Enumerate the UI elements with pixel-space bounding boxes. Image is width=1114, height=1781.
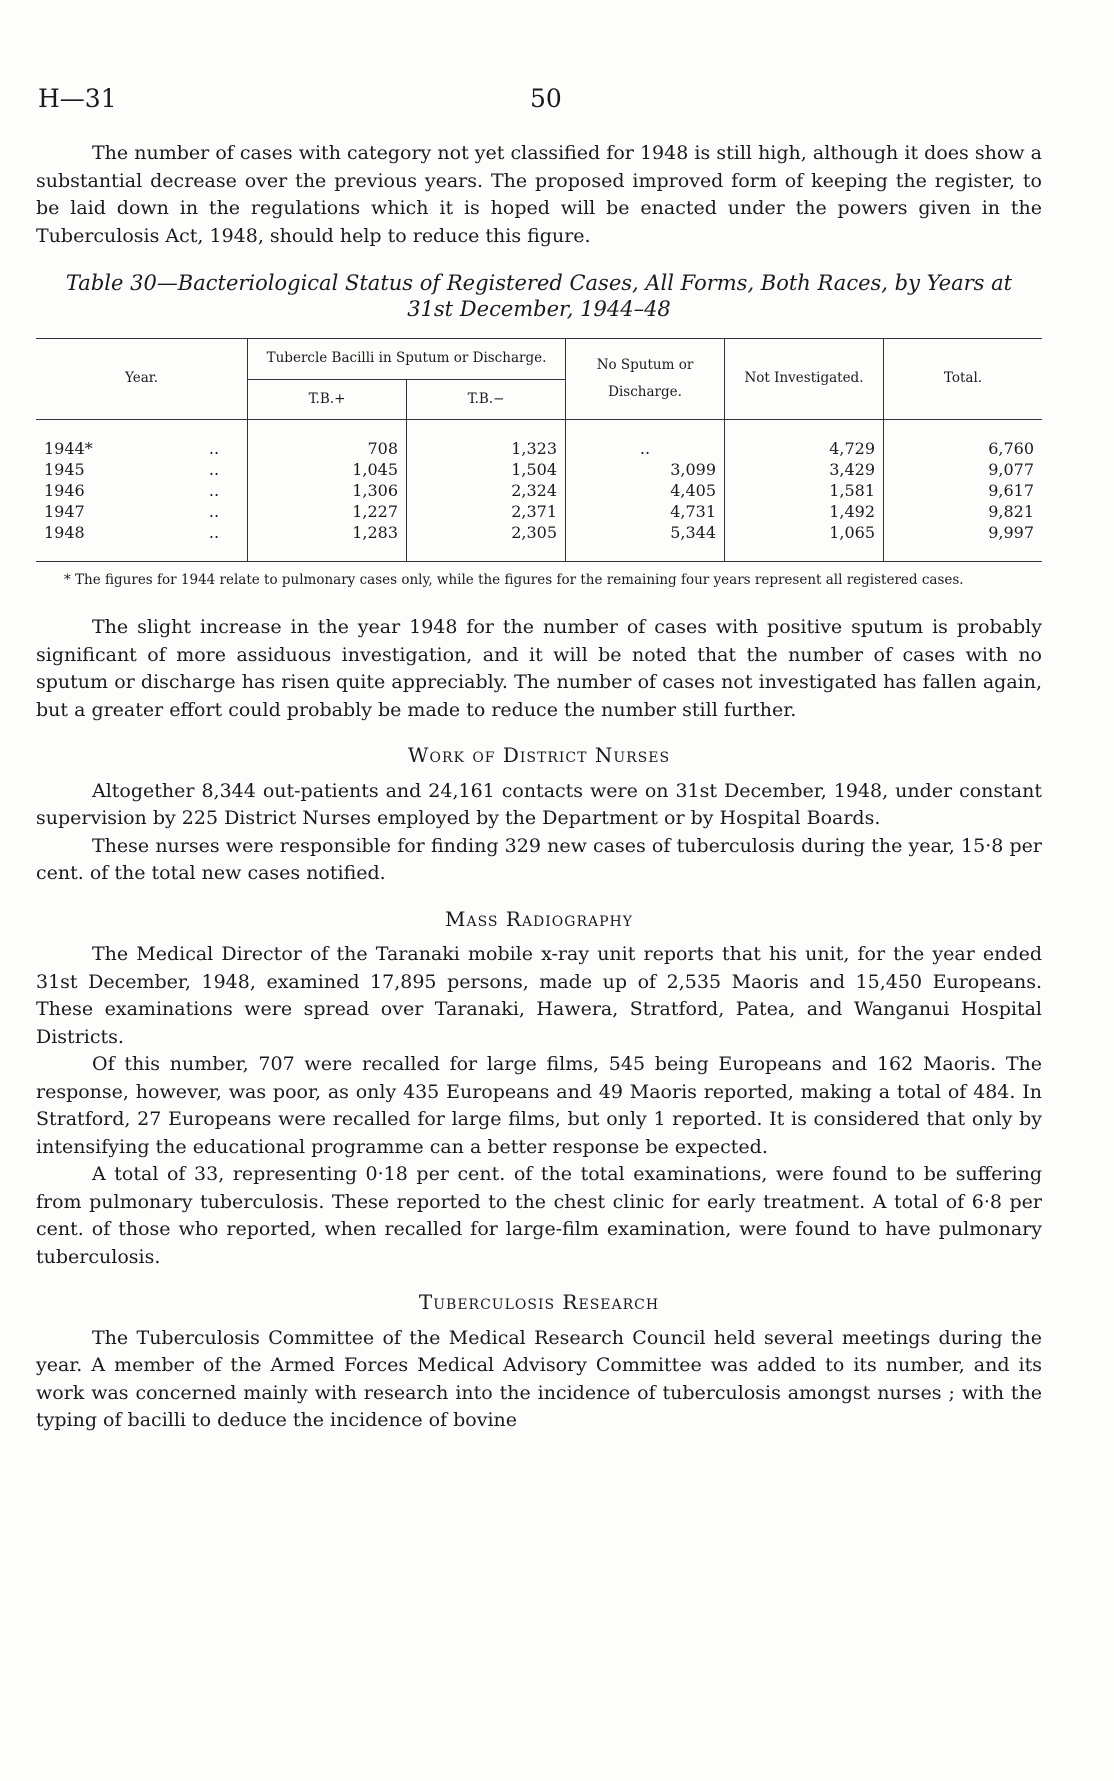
main-content [36, 140, 1042, 1435]
cell-year: 1944* [44, 439, 93, 458]
table-row [36, 459, 1042, 480]
cell-tb-positive: 1,283 [248, 522, 407, 543]
cell-not-investigated: 1,492 [725, 501, 884, 522]
cell-tb-negative: 2,324 [407, 480, 566, 501]
intro-paragraph: The number of cases with category not yet classified for 1948 is still high, although it does show a substantial decrease over the previous years. The proposed improved form of keeping the register, to be laid down in the regulations which it is hoped will be enacted under the powers given in the Tuberculosis Act, 1948, should help to reduce this figure. [36, 142, 1042, 247]
table-row [36, 438, 1042, 459]
cell-tb-positive: 708 [248, 438, 407, 459]
research-paragraph-1: The Tuberculosis Committee of the Medical Research Council held several meetings during the year. A member of the Armed Forces Medical Advisory Committee was added to its number, and its work was concerned mainly with research into the incidence of tuberculosis amongst nurses ; with the typing of bacilli to deduce the incidence of bovine [36, 1326, 1042, 1431]
mass-radiography-paragraph-3: A total of 33, representing 0·18 per cent. of the total examinations, were found to be suffering from pulmonary tuberculosis. These reported to the chest clinic for early treatment. A total of 6·8 per cent. of those who reported, when recalled for large-film examination, were found to have pulmonary tuberculosis. [36, 1163, 1042, 1268]
cell-no-sputum: 4,731 [566, 501, 725, 522]
cell-not-investigated: 1,581 [725, 480, 884, 501]
cell-tb-positive: 1,045 [248, 459, 407, 480]
header-tb-negative: T.B.− [407, 379, 566, 420]
cell-no-sputum: 5,344 [566, 522, 725, 543]
cell-tb-positive: 1,306 [248, 480, 407, 501]
header-tb-positive: T.B.+ [248, 379, 407, 420]
cell-tb-positive: 1,227 [248, 501, 407, 522]
table-caption: Table 30—Bacteriological Status of Registered Cases, All Forms, Both Races, by Years at 31st December, 1944–48 [65, 271, 1013, 321]
header-no-sputum: No Sputum or Discharge. [566, 339, 725, 420]
cell-tb-negative: 1,323 [407, 438, 566, 459]
table-row [36, 522, 1042, 543]
district-nurses-paragraph-2: These nurses were responsible for finding 329 new cases of tuberculosis during the year, 15·8 per cent. of the total new cases notified. [36, 834, 1042, 884]
cell-total: 6,760 [884, 438, 1043, 459]
mass-radiography-paragraph-2: Of this number, 707 were recalled for large films, 545 being Europeans and 162 Maoris. The response, however, was poor, as only 435 Europeans and 49 Maoris reported, making a total of 484. In Stratford, 27 Europeans were recalled for large films, but only 1 reported. It is considered that only by intensifying the educational programme can a better response be expected. [36, 1053, 1042, 1158]
district-nurses-paragraph-1: Altogether 8,344 out-patients and 24,161 contacts were on 31st December, 1948, under constant supervision by 225 District Nurses employed by the Department or by Hospital Boards. [36, 779, 1042, 829]
cell-year: 1947 [44, 502, 85, 521]
header-bacilli-group: Tubercle Bacilli in Sputum or Discharge. [248, 339, 566, 380]
cell-not-investigated: 1,065 [725, 522, 884, 543]
page-number: 50 [530, 84, 562, 113]
table-row [36, 480, 1042, 501]
mass-radiography-paragraph-1: The Medical Director of the Taranaki mobile x-ray unit reports that his unit, for the year ended 31st December, 1948, examined 17,895 persons, made up of 2,535 Maoris and 15,450 Europeans. These examinations were spread over Taranaki, Hawera, Stratford, Patea, and Wanganui Hospital Districts. [36, 943, 1042, 1048]
header-total: Total. [884, 339, 1043, 420]
cell-year: 1948 [44, 523, 85, 542]
cell-tb-negative: 2,305 [407, 522, 566, 543]
cell-year: 1946 [44, 481, 85, 500]
section-heading-tuberculosis-research: Tuberculosis Research [418, 1290, 660, 1314]
cell-total: 9,617 [884, 480, 1043, 501]
cell-no-sputum: .. [566, 438, 725, 459]
cell-year: 1945 [44, 460, 85, 479]
document-code: H—31 [38, 84, 117, 113]
cell-total: 9,821 [884, 501, 1043, 522]
cell-no-sputum: 3,099 [566, 459, 725, 480]
section-heading-mass-radiography: Mass Radiography [445, 906, 633, 931]
cell-total: 9,077 [884, 459, 1043, 480]
header-year: Year. [124, 370, 159, 387]
cell-leader: .. [208, 502, 220, 521]
cell-not-investigated: 3,429 [725, 459, 884, 480]
cell-leader: .. [208, 523, 220, 542]
cell-no-sputum: 4,405 [566, 480, 725, 501]
bacteriological-status-table [36, 338, 1042, 562]
section-heading-district-nurses: Work of District Nurses [407, 743, 671, 767]
table-footnote: * The figures for 1944 relate to pulmonary cases only, while the figures for the remaining four years represent all registered cases. [64, 572, 964, 588]
cell-tb-negative: 2,371 [407, 501, 566, 522]
cell-leader: .. [208, 481, 220, 500]
after-table-paragraph: The slight increase in the year 1948 for the number of cases with positive sputum is probably significant of more assiduous investigation, and it will be noted that the number of cases with no sputum or discharge has risen quite appreciably. The number of cases not investigated has fallen again, but a greater effort could probably be made to reduce the number still further. [36, 616, 1042, 721]
cell-leader: .. [208, 460, 220, 479]
cell-not-investigated: 4,729 [725, 438, 884, 459]
cell-leader: .. [208, 439, 220, 458]
cell-tb-negative: 1,504 [407, 459, 566, 480]
cell-total: 9,997 [884, 522, 1043, 543]
header-not-investigated: Not Investigated. [725, 339, 884, 420]
table-row [36, 501, 1042, 522]
